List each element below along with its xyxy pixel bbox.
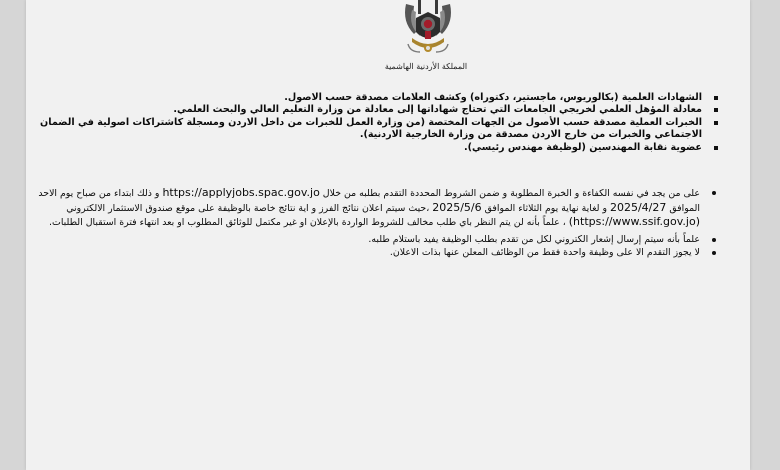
application-start-text: و ذلك ابتداء من صباح يوم الاحد الموافق xyxy=(38,188,700,214)
jordan-coat-of-arms-icon xyxy=(398,0,458,56)
application-lead: على من يجد في نفسه الكفاءة و الخبرة المطلوبة و ضمن الشروط المحددة التقدم بطلبه من خلال xyxy=(322,188,700,199)
list-item: الخبرات العملية مصدقة حسب الأصول من الجهات المختصة (من وزارة العمل للخبرات من داخل الاردن ومسجلة كاشتراكات اصولية في الضمان الاجتماعي والخبرات من خارج الاردن مصدقة من وزارة الخارجية الاردنية). xyxy=(12,117,702,142)
list-item: الشهادات العلمية (بكالوريوس، ماجستير، دكتوراه) وكشف العلامات مصدقة حسب الاصول. xyxy=(12,92,702,104)
application-note: ، علماً بأنه لن يتم النظر باي طلب مخالف للشروط الواردة بالإعلان او غير مكتمل للوثائق المطلوب او بعد انتهاء فترة استقبال الطلبات. xyxy=(49,217,566,229)
results-text: ،حيث سيتم اعلان نتائج الفرز و اية نتائج خاصة بالوظيفة على موقع صندوق الاستثمار الالكتروني xyxy=(66,202,430,214)
application-instructions xyxy=(10,186,700,230)
qualifications-list xyxy=(12,92,724,154)
conditions-list xyxy=(10,186,724,260)
list-item: معادلة المؤهل العلمي لخريجي الجامعات التي تحتاج شهاداتها إلى معادلة من وزارة التعليم العالي والبحث العلمي. xyxy=(12,104,702,116)
end-date: 2025/5/6 xyxy=(432,200,482,214)
application-portal-link[interactable]: https://applyjobs.spac.gov.jo xyxy=(162,186,320,199)
single-job-notice: لا يجوز التقدم الا على وظيفة واحدة فقط من الوظائف المعلن عنها بذات الاعلان. xyxy=(10,246,700,260)
ssif-website-link[interactable]: (https://www.ssif.gov.jo) xyxy=(568,215,700,229)
document-page xyxy=(26,0,750,470)
application-end-text: و لغاية نهاية يوم الثلاثاء الموافق xyxy=(484,202,607,214)
confirmation-notice: علماً بأنه سيتم إرسال إشعار الكتروني لكل من تقدم بطلب الوظيفة يفيد باستلام طلبه. xyxy=(10,233,700,247)
kingdom-label: المملكة الأردنية الهاشمية xyxy=(384,62,468,71)
list-item: عضوية نقابة المهندسين (لوظيفة مهندس رئيسي). xyxy=(12,142,702,154)
start-date: 2025/4/27 xyxy=(609,200,667,214)
